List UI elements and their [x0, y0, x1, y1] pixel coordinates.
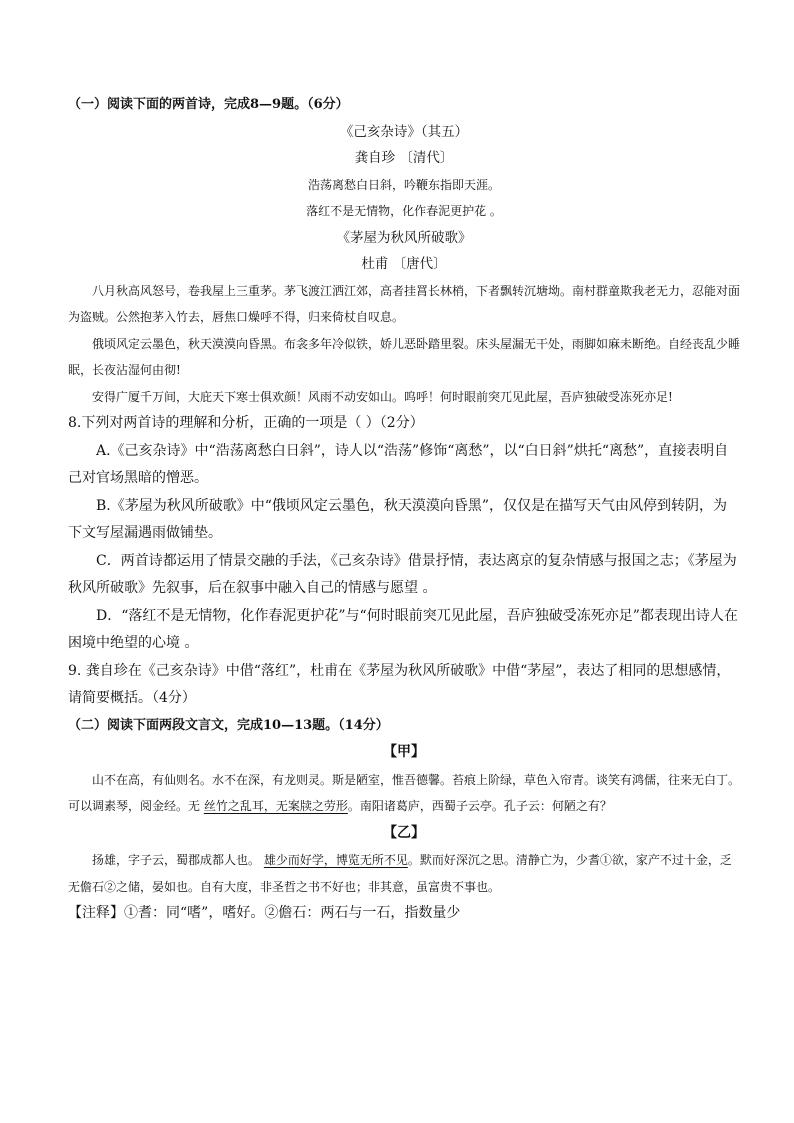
poem2-paragraph-2: 俄顷风定云墨色，秋天漠漠向昏黑。布衾多年冷似铁，娇儿恶卧踏里裂。床头屋漏无干处，雨脚如麻未断绝。自经丧乱少睡眠，长夜沾湿何由彻! — [68, 336, 741, 377]
passage-yi-underlined: 雄少而好学，博览无所不见 — [263, 853, 408, 867]
section2-heading: （二）阅读下面两段文言文，完成10—13题。（14分） — [68, 717, 389, 733]
question-8-option-d: D．“落红不是无情物，化作春泥更护花”与“何时眼前突兀见此屋，吾庐独破受冻死亦足”都表现出诗人在困境中绝望的心境 。 — [68, 607, 738, 651]
passage-yi-label: 【乙】 — [383, 824, 425, 841]
question-8-option-a: A.《己亥杂诗》中“浩荡离愁白日斜”，诗人以“浩荡”修饰“离愁”，以“白日斜”烘托“离愁”，直接表明自己对官场黑暗的憎恶。 — [68, 442, 729, 486]
poem2-paragraph-1: 八月秋高风怒号，卷我屋上三重茅。茅飞渡江洒江郊，高者挂罥长林梢，下者飘转沉塘坳。南村群童欺我老无力，忍能对面为盗贼。公然抱茅入竹去，唇焦口燥呼不得，归来倚杖自叹息。 — [68, 283, 741, 324]
poem2-author: 杜甫 〔唐代〕 — [361, 256, 447, 272]
exam-page — [68, 92, 740, 927]
passage-jia-text-b: 。南阳诸葛庐，西蜀子云亭。孔子云：何陋之有？ — [347, 799, 612, 813]
question-9-stem: 9. 龚自珍在《己亥杂诗》中借“落红”，杜甫在《茅屋为秋风所破歌》中借“茅屋”，表达了相同的思想感情，请简要概括。（4分） — [68, 662, 731, 706]
passage-yi-text-b: 。默而好深沉之思。清静亡为，少耆①欲，家产不过十金，乏无儋石②之储，晏如也。自有大度，非圣哲之书不好也；非其意，虽富贵不事也。 — [68, 853, 732, 894]
poem1-line-1: 浩荡离愁白日斜，吟鞭东指即天涯。 — [307, 177, 500, 192]
passage-jia-text — [68, 767, 740, 820]
poem1-title: 《己亥杂诗》（其五） — [339, 123, 469, 140]
question-8-option-c: C．两首诗都运用了情景交融的手法，《己亥杂诗》借景抒情，表达离京的复杂情感与报国之志；《茅屋为秋风所破歌》先叙事，后在叙事中融入自己的情感与愿望 。 — [68, 552, 737, 596]
passage-jia-text-a: 山不在高，有仙则名。水不在深，有龙则灵。斯是陋室，惟吾德馨。苔痕上阶绿，草色入帘青。谈笑有鸿儒，往来无白丁。可以调素琴，阅金经。无 — [68, 772, 741, 813]
passage-yi-text-a: 扬雄，字子云，蜀郡成都人也。 — [92, 853, 264, 867]
section1-heading: （一）阅读下面的两首诗，完成8—9题。（6分） — [68, 97, 349, 112]
poem1-author: 龚自珍 〔清代〕 — [354, 150, 454, 166]
question-8-stem: 8.下列对两首诗的理解和分析，正确的一项是（ ）（2分） — [68, 415, 424, 431]
passage-jia-label: 【甲】 — [383, 744, 425, 760]
poem2-title: 《茅屋为秋风所破歌》 — [336, 229, 472, 246]
question-8-option-b: B.《茅屋为秋风所破歌》中“俄顷风定云墨色，秋天漠漠向昏黑”，仅仅是在描写天气由风停到转阴，为下文写屋漏遇雨做铺垫。 — [68, 497, 728, 541]
poem2-paragraph-3: 安得广厦千万间，大庇天下寒士俱欢颜！风雨不动安如山。呜呼！何时眼前突兀见此屋，吾庐独破受冻死亦足! — [92, 389, 673, 404]
passage-yi-text — [68, 847, 740, 900]
annotation-note: 【注释】①耆：同“嗜”，嗜好。②儋石：两石与一石，指数量少 — [68, 905, 461, 921]
poem1-line-2: 落红不是无情物，化作春泥更护花 。 — [306, 204, 502, 218]
passage-jia-underlined: 丝竹之乱耳，无案牍之劳形 — [203, 799, 348, 813]
